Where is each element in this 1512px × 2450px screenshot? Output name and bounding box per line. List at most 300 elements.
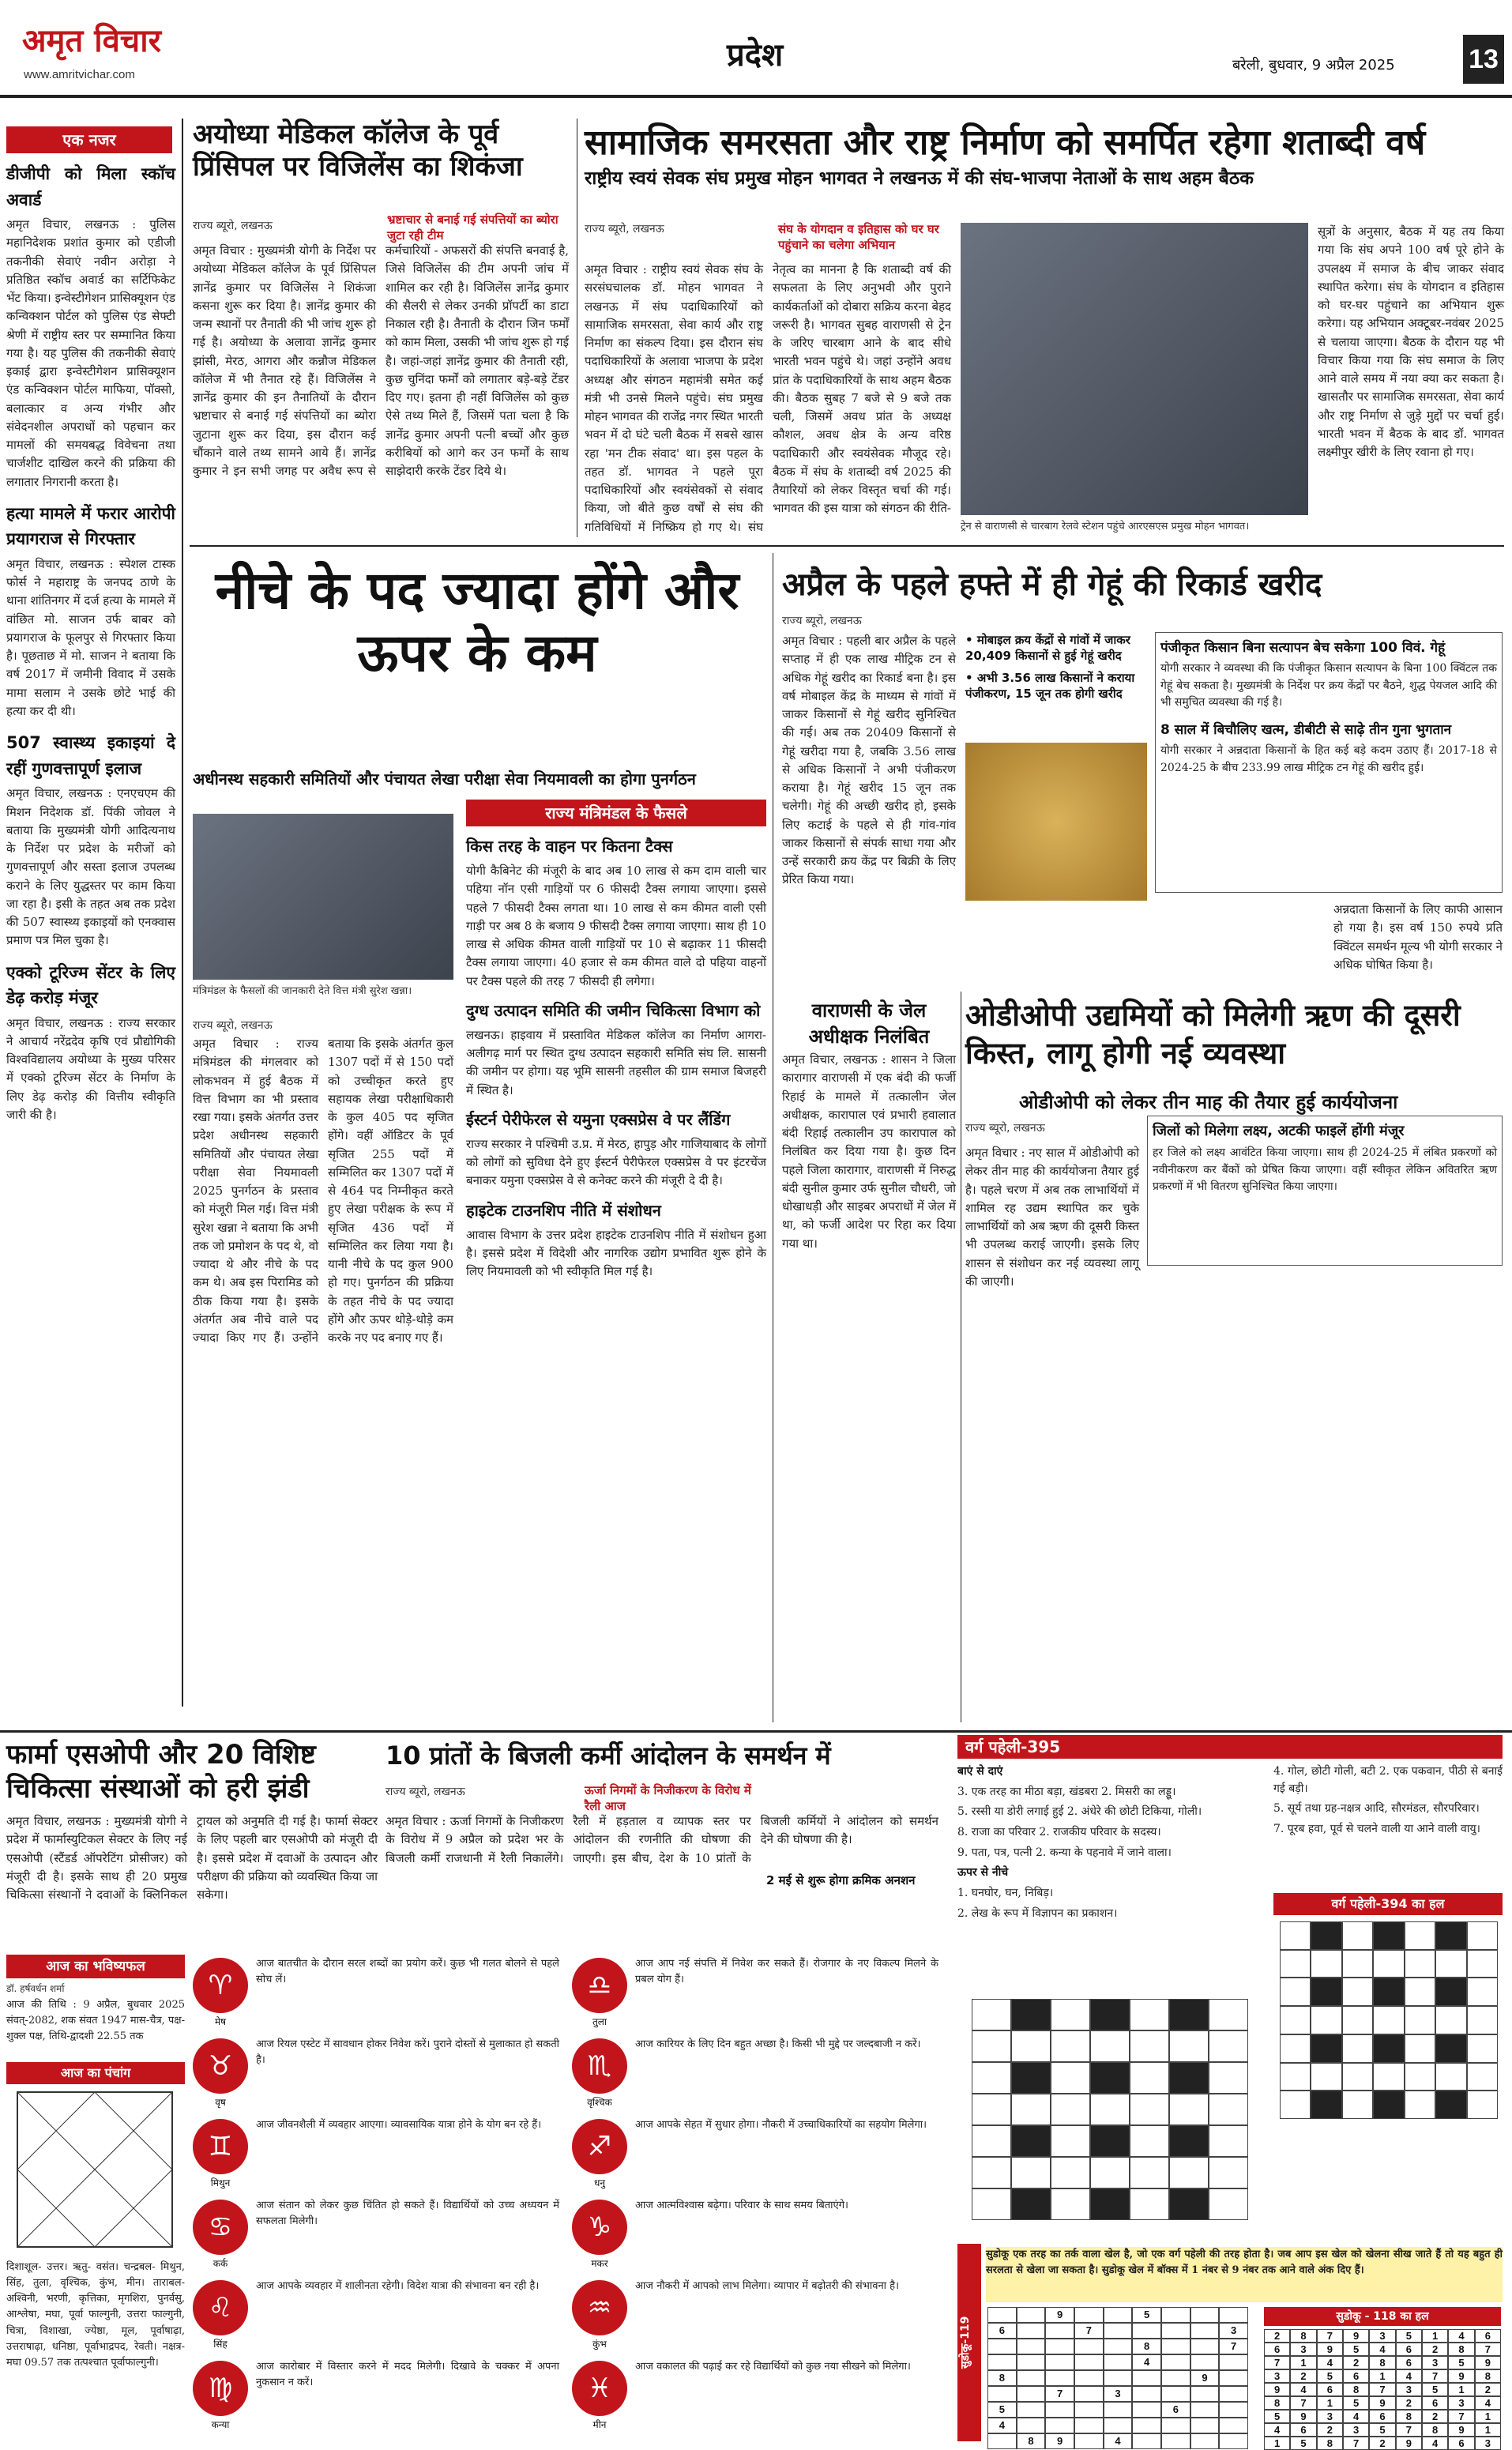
sudoku-cell[interactable]: 3: [1104, 2386, 1133, 2402]
sudoku-cell[interactable]: [987, 2307, 1017, 2323]
sudoku-cell[interactable]: [1074, 2370, 1104, 2386]
rashi-item: [193, 1955, 564, 2032]
crossword-answer-cell: [1280, 2063, 1311, 2091]
story-subheadline: राष्ट्रीय स्वयं सेवक संघ प्रमुख मोहन भागवत ने लखनऊ में की संघ-भाजपा नेताओं के साथ अहम बैठक: [585, 168, 1254, 189]
crossword-cell[interactable]: [1130, 2125, 1169, 2157]
brief-text: अमृत विचार, लखनऊ : एनएचएम की मिशन निदेशक डॉ. पिंकी जोवल ने बताया कि मुख्यमंत्री योगी आदित्यनाथ के निर्देश पर प्रदेश के मरीजों को गुणवत्तापूर्ण और सस्ता इलाज उपलब्ध कराने के लिए युद्धस्तर पर काम किया जा रहा है। इसी के तहत अब तक प्रदेश की 507 स्वास्थ्य इकाइयों को एनक्वास प्रमाण पत्र मिल चुका है।: [6, 786, 175, 948]
crossword-cell[interactable]: [972, 2062, 1011, 2094]
crossword-answer-cell: [1311, 2063, 1341, 2091]
sudoku-cell[interactable]: [1190, 2307, 1220, 2323]
sudoku-answer-cell: 5: [1396, 2329, 1422, 2343]
crossword-cell: [1090, 2062, 1130, 2094]
crossword-answer-cell: [1467, 2006, 1498, 2034]
sudoku-answer-cell: 7: [1290, 2396, 1316, 2410]
sudoku-cell[interactable]: [1104, 2354, 1133, 2370]
sudoku-answer-cell: 7: [1396, 2423, 1422, 2437]
rashi-symbol-icon: ♌: [193, 2280, 248, 2335]
rashi-text: आज जीवनशैली में व्यवहार आएगा। व्यावसायिक यात्रा होने के योग बन रहे हैं।: [256, 2119, 542, 2131]
sudoku-answer-cell: 1: [1422, 2329, 1448, 2343]
sudoku-answer-cell: 7: [1369, 2383, 1395, 2396]
crossword-title: वर्ग पहेली-395: [957, 1735, 1503, 1759]
crossword-answer-cell: [1435, 1978, 1466, 2006]
rashi-text: आज आप नई संपत्ति में निवेश कर सकते हैं। रोजगार के नए विकल्प मिलने के प्रबल योग हैं।: [635, 1958, 938, 1986]
sudoku-answer-title: सुडोकू - 118 का हल: [1264, 2307, 1501, 2326]
sudoku-cell[interactable]: [1161, 2386, 1190, 2402]
sudoku-answer-cell: 2: [1475, 2383, 1501, 2396]
sudoku-cell[interactable]: [1132, 2433, 1161, 2449]
clue-heading: बाएं से दाएं: [957, 1765, 1003, 1778]
sudoku-answer-cell: 3: [1343, 2423, 1369, 2437]
crossword-cell[interactable]: [972, 2030, 1011, 2062]
crossword-answer-cell: [1342, 1950, 1373, 1978]
sudoku-cell[interactable]: [1104, 2339, 1133, 2354]
sudoku-cell[interactable]: [1190, 2386, 1220, 2402]
rashi-item: [572, 2116, 943, 2193]
sudoku-answer-cell: 7: [1448, 2410, 1474, 2423]
sudoku-answer-cell: 3: [1290, 2343, 1316, 2356]
rashi-name: कर्क: [213, 2258, 228, 2269]
sudoku-cell[interactable]: [1074, 2433, 1104, 2449]
rashi-item: [193, 2116, 564, 2193]
clue: 8. राजा का परिवार 2. राजकीय परिवार के सदस्य।: [957, 1826, 1161, 1839]
sudoku-cell[interactable]: [1104, 2402, 1133, 2418]
sudoku-cell[interactable]: [1104, 2418, 1133, 2433]
sudoku-cell[interactable]: 4: [1132, 2354, 1161, 2370]
crossword-answer-cell: [1405, 1950, 1435, 1978]
crossword-cell[interactable]: [1130, 2094, 1169, 2125]
crossword-cell: [1169, 2062, 1209, 2094]
sudoku-answer-cell: 9: [1475, 2356, 1501, 2369]
rashi-symbol-icon: ♒: [572, 2280, 627, 2335]
sudoku-cell[interactable]: 5: [1132, 2307, 1161, 2323]
crossword-cell: [1090, 1999, 1130, 2030]
sudoku-answer-cell: 2: [1422, 2343, 1448, 2356]
rashi-symbol-icon: ♓: [572, 2361, 627, 2416]
sudoku-cell[interactable]: [1074, 2418, 1104, 2433]
sudoku-cell[interactable]: [1104, 2323, 1133, 2339]
crossword-clues: [1273, 1763, 1503, 1874]
sudoku-cell[interactable]: [1190, 2323, 1220, 2339]
rashi-text: आज रियल एस्टेट में सावधान होकर निवेश करें। पुराने दोस्तों से मुलाकात हो सकती है।: [256, 2038, 559, 2067]
crossword-answer-cell: [1373, 2034, 1404, 2063]
sudoku-answer-cell: 6: [1317, 2383, 1343, 2396]
sudoku-answer-cell: 4: [1475, 2396, 1501, 2410]
section-divider: [0, 1730, 1512, 1733]
sudoku-answer-cell: 9: [1290, 2410, 1316, 2423]
crossword-cell[interactable]: [972, 2094, 1011, 2125]
crossword-cell[interactable]: [1011, 2157, 1051, 2188]
sudoku-cell[interactable]: 9: [1190, 2370, 1220, 2386]
crossword-cell: [1011, 1999, 1051, 2030]
crossword-cell[interactable]: [1209, 2062, 1248, 2094]
sudoku-cell[interactable]: [1104, 2370, 1133, 2386]
sudoku-answer-grid: [1264, 2329, 1501, 2449]
bullet-item: • अभी 3.56 लाख किसानों ने कराया पंजीकरण, 15 जून तक होगी खरीद: [965, 670, 1147, 702]
sudoku-cell[interactable]: [1190, 2354, 1220, 2370]
rashi-name: कन्या: [211, 2419, 230, 2430]
crossword-cell[interactable]: [1130, 1999, 1169, 2030]
crossword-answer-cell: [1342, 1921, 1373, 1950]
horoscope-title: आज का भविष्यफल: [6, 1955, 185, 1978]
crossword-cell[interactable]: [1090, 2157, 1130, 2188]
sudoku-cell[interactable]: 7: [1045, 2386, 1074, 2402]
sudoku-cell[interactable]: [987, 2386, 1017, 2402]
sudoku-answer-cell: 4: [1317, 2356, 1343, 2369]
sudoku-cell[interactable]: 3: [1219, 2323, 1248, 2339]
sudoku-cell[interactable]: [1017, 2307, 1046, 2323]
crossword-answer-cell: [1342, 1978, 1373, 2006]
crossword-cell[interactable]: [972, 2125, 1011, 2157]
sudoku-answer-cell: 3: [1475, 2437, 1501, 2450]
sudoku-cell[interactable]: [1190, 2433, 1220, 2449]
clue: 5. रस्सी या डोरी लगाई हुई 2. अंधेरे की छोटी टिकिया, गोली।: [957, 1805, 1202, 1819]
crossword-answer-cell: [1373, 2063, 1404, 2091]
sudoku-answer-cell: 8: [1475, 2369, 1501, 2383]
sudoku-cell[interactable]: [1045, 2418, 1074, 2433]
crossword-answer-title: वर्ग पहेली-394 का हल: [1273, 1893, 1503, 1915]
crossword-answer-cell: [1280, 1921, 1311, 1950]
sudoku-answer-cell: 9: [1396, 2437, 1422, 2450]
sudoku-cell[interactable]: [1045, 2339, 1074, 2354]
sudoku-side-label: सुडोकू-119: [957, 2244, 981, 2441]
sudoku-cell[interactable]: [1017, 2323, 1046, 2339]
sudoku-answer-cell: 2: [1290, 2369, 1316, 2383]
sudoku-answer-cell: 3: [1422, 2356, 1448, 2369]
crossword-answer-cell: [1435, 2091, 1466, 2119]
crossword-cell[interactable]: [1209, 2188, 1248, 2220]
crossword-cell[interactable]: [1209, 2157, 1248, 2188]
sudoku-answer-cell: 7: [1317, 2329, 1343, 2343]
box-title: जिलों को मिलेगा लक्ष्य, अटकी फाइलें होंगी मंजूर: [1153, 1123, 1405, 1139]
wheat-info-box: [1155, 632, 1503, 893]
sudoku-answer-cell: 8: [1317, 2437, 1343, 2450]
rashi-symbol-icon: ♍: [193, 2361, 248, 2416]
bullet-item: • मोबाइल क्रय केंद्रों से गांवों में जाकर 20,409 किसानों से हुई गेहूं खरीद: [965, 632, 1147, 664]
sudoku-answer-cell: 6: [1369, 2410, 1395, 2423]
crossword-cell[interactable]: [972, 1999, 1011, 2030]
sudoku-cell[interactable]: [1132, 2370, 1161, 2386]
crossword-answer-cell: [1467, 2091, 1498, 2119]
box-text: हर जिले को लक्ष्य आवंटित किया जाएगा। साथ ही 2024-25 में लंबित प्रकरणों को नवीनीकरण कर बैंकों को प्रेषित किया जाएगा। वहीं स्वीकृत लेकिन अवितरित ऋण प्रकरणों में भी वितरण सुनिश्चित किया जाएगा।: [1153, 1146, 1497, 1194]
crossword-cell[interactable]: [1051, 2188, 1090, 2220]
crossword-cell[interactable]: [1209, 1999, 1248, 2030]
sudoku-cell[interactable]: [1017, 2418, 1046, 2433]
crossword-grid[interactable]: [972, 1999, 1248, 2220]
rashi-text: आज कारियर के लिए दिन बहुत अच्छा है। किसी भी मुद्दे पर जल्दबाजी न करें।: [635, 2038, 921, 2050]
sudoku-cell[interactable]: [1045, 2323, 1074, 2339]
panchang-details: दिशाशूल- उत्तर। ऋतु- वसंत। चन्द्रबल- मिथुन, सिंह, तुला, वृश्चिक, कुंभ, मीन। ताराबल- अश्विनी, भरणी, कृत्तिका, मृगशिरा, पुनर्वसु, आश्लेषा, मघा, पूर्वा फाल्गुनी, उत्तरा फाल्गुनी, चित्रा, विशाखा, ज्येष्ठा, मूल, पूर्वाषाढ़ा, उत्तराषाढ़ा, धनिष्ठा, पूर्वाभाद्रपद, रेवती। नक्षत्र-मघा 09.57 तक तत्पश्चात पूर्वाफाल्गुनी।: [6, 2261, 185, 2369]
sudoku-cell[interactable]: [1045, 2370, 1074, 2386]
sudoku-cell[interactable]: [1219, 2433, 1248, 2449]
crossword-answer-cell: [1280, 2091, 1311, 2119]
sudoku-answer-cell: 3: [1448, 2396, 1474, 2410]
clue: 3. एक तरह का मीठा बड़ा, खंडबरा 2. मिसरी का लड्डू।: [957, 1785, 1176, 1798]
brief-text: अमृत विचार, लखनऊ : स्पेशल टास्क फोर्स ने महाराष्ट्र के जनपद ठाणे के थाना शांतिनगर में दर्ज हत्या के मामले में वांछित मो. साजन उर्फ बाबर को प्रयागराज के फूलपुर से गिरफ्तार किया है। पूछताछ में मो. साजन ने बताया कि वर्ष 2017 में जमीनी विवाद में उसके मामा सलाम ने उसके छोटे भाई की हत्या कर दी थी।: [6, 556, 175, 718]
website-url[interactable]: www.amritvichar.com: [24, 68, 135, 81]
lead-subheadline: अधीनस्थ सहकारी समितियों और पंचायत लेखा परीक्षा सेवा नियमावली का होगा पुनर्गठन: [193, 770, 696, 788]
crossword-cell[interactable]: [1051, 2030, 1090, 2062]
sudoku-answer-cell: 2: [1369, 2437, 1395, 2450]
photo-caption: ट्रेन से वाराणसी से चारबाग रेलवे स्टेशन पहुंचे आरएसएस प्रमुख मोहन भागवत।: [961, 521, 1250, 533]
sudoku-cell[interactable]: [1190, 2418, 1220, 2433]
photo-caption: मंत्रिमंडल के फैसलों की जानकारी देते वित्त मंत्री सुरेश खन्ना।: [193, 985, 412, 997]
rashi-symbol-icon: ♑: [572, 2200, 627, 2255]
sudoku-cell[interactable]: 8: [1017, 2433, 1046, 2449]
crossword-answer-cell: [1467, 2034, 1498, 2063]
sudoku-cell[interactable]: [1017, 2402, 1046, 2418]
crossword-cell[interactable]: [1051, 2157, 1090, 2188]
sudoku-cell[interactable]: 6: [1161, 2402, 1190, 2418]
sudoku-answer-cell: 6: [1422, 2396, 1448, 2410]
section-title: प्रदेश: [727, 37, 784, 73]
crossword-cell[interactable]: [1169, 2094, 1209, 2125]
crossword-answer-cell: [1373, 2091, 1404, 2119]
crossword-cell: [1169, 2188, 1209, 2220]
brief-text: अमृत विचार, लखनऊ : पुलिस महानिदेशक प्रशांत कुमार को एडीजी तकनीकी सेवाएं नवीन अरोड़ा ने प्रतिष्ठित स्कॉच अवार्ड का सर्टिफिकेट भेंट किया। इन्वेस्टीगेशन प्रासिक्यूशन एंड कन्विक्शन पोर्टल को पुलिस एंड सेफ्टी श्रेणी में राष्ट्रीय स्तर पर सम्मानित किया गया है। यह पुलिस की तकनीकी सेवाएं इकाई द्वारा इन्वेस्टीगेशन प्रासिक्यूशन एंड कन्विक्शन पोर्टल माफिया, पॉक्सो, बलात्कार व अन्य गंभीर और संवेदनशील अपराधों को पहचान कर मामलों की समयबद्ध विवेचना तथा चार्जशीट दाखिल करने की प्रक्रिया की लगातार निगरानी करता है।: [6, 217, 175, 489]
sudoku-cell[interactable]: [1074, 2307, 1104, 2323]
sudoku-cell[interactable]: [1132, 2418, 1161, 2433]
box-title: पंजीकृत किसान बिना सत्यापन बेच सकेगा 100 विवं. गेहूं: [1160, 640, 1446, 656]
sudoku-cell[interactable]: [1132, 2323, 1161, 2339]
cabinet-decisions: [466, 834, 766, 1722]
crossword-answer-cell: [1342, 2091, 1373, 2119]
sudoku-cell[interactable]: [1074, 2386, 1104, 2402]
sudoku-answer-cell: 9: [1343, 2329, 1369, 2343]
sudoku-cell[interactable]: 4: [1104, 2433, 1133, 2449]
rashi-name: सिंह: [213, 2339, 228, 2350]
sudoku-answer-cell: 8: [1369, 2356, 1395, 2369]
sudoku-cell[interactable]: [1161, 2307, 1190, 2323]
crossword-answer-cell: [1311, 1950, 1341, 1978]
box-text: योगी सरकार ने अन्नदाता किसानों के हित कई बड़े कदम उठाए हैं। 2017-18 से 2024-25 के बीच 233.99 लाख मीट्रिक टन गेहूं की खरीद हुई।: [1160, 744, 1497, 774]
sudoku-cell[interactable]: [1219, 2370, 1248, 2386]
crossword-answer-cell: [1467, 2063, 1498, 2091]
sudoku-cell[interactable]: 8: [1132, 2339, 1161, 2354]
sudoku-cell[interactable]: [1219, 2418, 1248, 2433]
sudoku-cell[interactable]: [1161, 2370, 1190, 2386]
sudoku-cell[interactable]: 7: [1219, 2339, 1248, 2354]
sudoku-cell[interactable]: [1074, 2354, 1104, 2370]
byline: राज्य ब्यूरो, लखनऊ: [193, 220, 273, 232]
sudoku-answer-cell: 7: [1264, 2356, 1290, 2369]
crossword-cell[interactable]: [1169, 2030, 1209, 2062]
sudoku-answer-cell: 6: [1264, 2343, 1290, 2356]
sudoku-cell[interactable]: [1219, 2386, 1248, 2402]
story-body: अमृत विचार, लखनऊ : शासन ने जिला कारागार वाराणसी में एक बंदी की फर्जी रिहाई के मामले में तत्कालीन जेल अधीक्षक, कारापाल एवं प्रभारी हवालात बंदी रिहाई तत्कालीन उप कारापाल को निलंबित कर दिया गया है। कुछ दिन पहले जिला कारागार, वाराणसी में निरुद्ध बंदी सुनील कुमार उर्फ सुनील चौधरी, जो धोखाधड़ी और साइबर अपराधों में जेल में था, को फर्जी आदेश पर रिहा कर दिया गया था।: [782, 1052, 956, 1251]
minister-photo: [193, 814, 453, 980]
story-headline: अयोध्या मेडिकल कॉलेज के पूर्व प्रिंसिपल पर विजिलेंस का शिकंजा: [193, 119, 523, 183]
sudoku-answer-cell: 1: [1317, 2396, 1343, 2410]
sudoku-answer-cell: 6: [1343, 2369, 1369, 2383]
story-body: अमृत विचार : पहली बार अप्रैल के पहले सप्ताह में ही एक लाख मीट्रिक टन से अधिक गेहूं खरीद का रिकार्ड बना है। इस वर्ष मोबाइल केंद्र के माध्यम से गांवों में जाकर किसानों से गेहूं खरीद सुनिश्चित की गई। अब तक 20409 किसानों से गेहूं खरीदा गया है, जबकि 3.56 लाख से अधिक किसानों ने अभी पंजीकरण कराया है। गेहूं खरीद 15 जून तक चलेगी। गेहूं की अच्छी खरीद हो, इसके लिए कटाई के पहले से ही गांव-गांव जाकर किसानों से संपर्क साधा गया और उन्हें सरकारी क्रय केंद्र पर बिक्री के लिए प्रेरित किया गया।: [782, 634, 956, 887]
sudoku-puzzle-grid[interactable]: [987, 2307, 1248, 2447]
sudoku-cell[interactable]: [1074, 2402, 1104, 2418]
crossword-cell: [1169, 1999, 1209, 2030]
crossword-cell[interactable]: [1209, 2125, 1248, 2157]
sudoku-answer-cell: 6: [1290, 2423, 1316, 2437]
sudoku-cell[interactable]: [1017, 2339, 1046, 2354]
crossword-cell[interactable]: [972, 2188, 1011, 2220]
sudoku-answer-cell: 4: [1343, 2410, 1369, 2423]
crossword-cell: [1011, 2125, 1051, 2157]
sudoku-cell[interactable]: [1132, 2402, 1161, 2418]
sudoku-cell[interactable]: 9: [1045, 2307, 1074, 2323]
sudoku-answer-cell: 9: [1369, 2396, 1395, 2410]
sudoku-cell[interactable]: [987, 2339, 1017, 2354]
sudoku-answer-cell: 1: [1290, 2356, 1316, 2369]
crossword-cell: [1011, 2188, 1051, 2220]
sudoku-cell[interactable]: 8: [987, 2370, 1017, 2386]
sudoku-cell[interactable]: [1190, 2339, 1220, 2354]
crossword-cell[interactable]: [1090, 2094, 1130, 2125]
sudoku-answer-cell: 1: [1475, 2410, 1501, 2423]
crossword-cell[interactable]: [972, 2157, 1011, 2188]
page-number: 13: [1463, 35, 1504, 84]
decision-title: दुग्ध उत्पादन समिति की जमीन चिकित्सा विभाग को: [466, 1000, 761, 1020]
story-headline: अप्रैल के पहले हफ्ते में ही गेहूं की रिकार्ड खरीद: [782, 566, 1322, 603]
rashi-text: आज संतान को लेकर कुछ चिंतित हो सकते हैं। विद्यार्थियों को उच्च अध्ययन में सफलता मिलेगी।: [256, 2200, 559, 2228]
sudoku-answer-cell: 3: [1369, 2329, 1395, 2343]
sudoku-cell[interactable]: [1161, 2418, 1190, 2433]
sudoku-cell[interactable]: [1074, 2339, 1104, 2354]
rashi-item: [193, 2196, 564, 2274]
crossword-cell[interactable]: [1051, 2094, 1090, 2125]
rashi-text: आज आपके सेहत में सुधार होगा। नौकरी में उच्चाधिकारियों का सहयोग मिलेगा।: [635, 2119, 927, 2131]
crossword-cell[interactable]: [1051, 2125, 1090, 2157]
horoscope-author: डॉ. हर्षवर्धन शर्मा: [6, 1983, 65, 1994]
sudoku-answer-cell: 5: [1343, 2396, 1369, 2410]
story-body: अमृत विचार : मुख्यमंत्री योगी के निर्देश पर अयोध्या मेडिकल कॉलेज के पूर्व प्रिंसिपल ज्ञानेंद्र कुमार पर विजिलेंस ने शिकंजा कसना शुरू कर दिया है। ज्ञानेंद्र कुमार की जन्म स्थानों पर तैनाती की भी जांच शुरू हो गई है। अयोध्या के अलावा ज्ञानेंद्र कुमार झांसी, मेरठ, आगरा और कन्नौज मेडिकल कॉलेज में भी तैनात रहे हैं। विजिलेंस ने ज्ञानेंद्र कुमार की इन तैनातियों के दौरान भ्रष्टाचार से बनाई गई संपत्तियों का ब्योरा जुटाना शुरू कर दिया, इस दौरान कई चौंकाने वाले तथ्य सामने आये हैं। ज्ञानेंद्र कुमार ने इन सभी जगह पर अवैध रूप से कर्मचारियों - अफसरों की संपत्ति बनवाई है, जिसे विजिलेंस की टीम अपनी जांच में शामिल कर रही है। विजिलेंस ज्ञानेंद्र कुमार की सैलरी से लेकर उनकी प्रॉपर्टी का डाटा निकाल रही है। तैनाती के दौरान जिन फर्मों को काम मिला, उसकी भी जांच शुरू हो गई है। जहां-जहां ज्ञानेंद्र कुमार की तैनाती रही, कुछ चुनिंदा फर्मों को लगातार बड़े-बड़े टेंडर दिए गए। इतना ही नहीं विजिलेंस को कुछ ऐसे तथ्य मिले हैं, जिसमें पता चला है कि ज्ञानेंद्र कुमार अपनी पत्नी बच्चों और कुछ करीबियों को आगे कर उन फर्मों के साथ साझेदारी करके टेंडर दिये थे।: [193, 243, 569, 478]
sudoku-cell[interactable]: [1161, 2339, 1190, 2354]
sudoku-answer-cell: 6: [1396, 2356, 1422, 2369]
sudoku-answer-cell: 9: [1448, 2423, 1474, 2437]
sudoku-answer-cell: 8: [1448, 2343, 1474, 2356]
sudoku-cell[interactable]: 9: [1045, 2433, 1074, 2449]
decision-text: योगी कैबिनेट की मंजूरी के बाद अब 10 लाख से कम दाम वाली चार पहिया नॉन एसी गाड़ियों पर 6 फीसदी टैक्स लगाया जाएगा। इससे पहले 7 फीसदी टैक्स लगता था। 10 लाख से कम कीमत वाली एसी गाड़ी पर अब 8 के बजाय 9 फीसदी टैक्स लगाया जाएगा। साथ ही 10 लाख से अधिक कीमत वाली गाड़ियों पर 10 से बढ़ाकर 11 फीसदी टैक्स लगाया जाएगा। 40 हजार से कम कीमत वाले दो पहिया वाहनों पर टैक्स पहले की तरह 7 फीसदी ही लगेगा।: [466, 864, 766, 988]
crossword-answer-cell: [1435, 1921, 1466, 1950]
sudoku-answer-cell: 6: [1448, 2437, 1474, 2450]
sudoku-answer-cell: 4: [1396, 2369, 1422, 2383]
rashi-name: मीन: [592, 2419, 607, 2430]
story-highlight: 2 मई से शुरू होगा क्रमिक अनशन: [766, 1873, 916, 1887]
clue: 5. सूर्य तथा ग्रह-नक्षत्र आदि, सौरमंडल, सौरपरिवार।: [1273, 1802, 1480, 1816]
crossword-cell[interactable]: [1130, 2188, 1169, 2220]
crossword-cell[interactable]: [1209, 2030, 1248, 2062]
sudoku-cell[interactable]: [1190, 2402, 1220, 2418]
rashi-item: [572, 2035, 943, 2113]
crossword-cell[interactable]: [1169, 2157, 1209, 2188]
sudoku-answer-cell: 1: [1448, 2383, 1474, 2396]
crossword-answer-cell: [1373, 2006, 1404, 2034]
rashi-name: वृश्चिक: [587, 2097, 612, 2108]
crossword-cell[interactable]: [1011, 2030, 1051, 2062]
sudoku-cell[interactable]: [987, 2433, 1017, 2449]
crossword-answer-cell: [1405, 2091, 1435, 2119]
crossword-answer-cell: [1373, 1978, 1404, 2006]
sudoku-answer-cell: 4: [1290, 2383, 1316, 2396]
story-headline: वाराणसी के जेल अधीक्षक निलंबित: [808, 999, 930, 1048]
sudoku-answer-cell: 6: [1396, 2343, 1422, 2356]
brief-title: एक्को टूरिज्म सेंटर के लिए डेढ़ करोड़ मंजूर: [6, 962, 175, 1008]
sudoku-answer-cell: 8: [1290, 2329, 1316, 2343]
sudoku-cell[interactable]: [1017, 2354, 1046, 2370]
sudoku-cell[interactable]: [1017, 2370, 1046, 2386]
sudoku-answer-cell: 5: [1290, 2437, 1316, 2450]
story-highlight: भ्रष्टाचार से बनाई गई संपत्तियों का ब्योरा जुटा रही टीम: [387, 213, 559, 243]
sudoku-answer-cell: 5: [1369, 2423, 1395, 2437]
crossword-cell[interactable]: [1130, 2157, 1169, 2188]
crossword-answer-cell: [1311, 2006, 1341, 2034]
ek-nazar-tag: एक नजर: [6, 126, 172, 153]
crossword-cell[interactable]: [1130, 2030, 1169, 2062]
dateline: बरेली, बुधवार, 9 अप्रैल 2025: [1232, 57, 1395, 73]
crossword-cell[interactable]: [1011, 2094, 1051, 2125]
sudoku-cell[interactable]: [1132, 2386, 1161, 2402]
sudoku-cell[interactable]: [987, 2354, 1017, 2370]
story-body-continued: सूत्रों के अनुसार, बैठक में यह तय किया गया कि संघ अपने 100 वर्ष पूरे होने के उपलक्ष्य में समाज के बीच जाकर संवाद स्थापित करेगा। संघ के योगदान व इतिहास को घर-घर पहुंचाने का अभियान शुरू करेगा। यह अभियान अक्टूबर-नवंबर 2025 से चलाया जाएगा। बैठक के दौरान यह भी विचार किया गया कि संघ समाज के लिए आने वाले समय में नया क्या कर सकता है। खासतौर पर सामाजिक समरसता, सेवा कार्य और राष्ट्र निर्माण से जुड़े मुद्दों पर चर्चा हुई। भारती भवन में बैठक के बाद डॉ. भागवत लक्ष्मीपुर खीरी के लिए रवाना हो गए।: [1318, 224, 1504, 459]
crossword-cell[interactable]: [1051, 2062, 1090, 2094]
story-body: अमृत विचार : राष्ट्रीय स्वयं सेवक संघ के सरसंघचालक डॉ. मोहन भागवत ने लखनऊ में संघ पदाधिकारियों को सामाजिक समरसता, सेवा कार्य और राष्ट्र निर्माण का संकल्प दिया। इस दौरान संघ पदाधिकारियों के अलावा भाजपा के प्रदेश अध्यक्ष और संगठन महामंत्री समेत कई मंत्री भी उनसे मिलने पहुंचे। संघ प्रमुख मोहन भागवत की राजेंद्र नगर स्थित भारती भवन में दो घंटे चली बैठक में सबसे खास रहा 'मन टीक संवाद' था। इस पहल के तहत डॉ. भागवत ने पहले पूरा पदाधिकारियों और स्वयंसेवकों से संवाद किया, जो बीते कुछ वर्षों से संघ की गतिविधियों में निष्क्रिय हो गए थे। संघ नेतृत्व का मानना है कि शताब्दी वर्ष की सफलता के लिए अनुभवी और पुराने कार्यकर्ताओं को दोबारा सक्रिय करना बेहद जरूरी है। भागवत सुबह वाराणसी से ट्रेन के जरिए चारबाग आने के बाद सीधे भारती भवन पहुंचे थे। जहां उन्होंने अवध प्रांत के पदाधिकारियों के साथ अहम बैठक की। बैठक सुबह 7 बजे से 9 बजे तक चली, जिसमें अवध प्रांत के अध्यक्ष कौशल, अवध क्षेत्र के अन्य वरिष्ठ पदाधिकारी और स्वयंसेवक मौजूद रहे। बैठक में संघ के शताब्दी वर्ष 2025 की तैयारियों को लेकर विस्तृत चर्चा की गई। भागवत की इस यात्रा को संगठन की रीति-: [585, 262, 951, 534]
sudoku-cell[interactable]: [1017, 2386, 1046, 2402]
sudoku-cell[interactable]: [1219, 2354, 1248, 2370]
sudoku-cell[interactable]: 5: [987, 2402, 1017, 2418]
crossword-answer-cell: [1467, 1921, 1498, 1950]
crossword-answer-cell: [1435, 2063, 1466, 2091]
sudoku-instructions: सुडोकू एक तरह का तर्क वाला खेल है, जो एक वर्ग पहेली की तरह होता है। जब आप इस खेल को खेलना सीख जाते हैं तो यह बहुत ही सरलता से खेला जा सकता है। सुडोकू खेल में बॉक्स में 1 नंबर से 9 नंबर तक आने वाले अंक दिए हैं।: [986, 2247, 1503, 2302]
crossword-cell[interactable]: [1051, 1999, 1090, 2030]
rashi-item: [572, 2196, 943, 2274]
sudoku-cell[interactable]: 7: [1074, 2323, 1104, 2339]
crossword-cell[interactable]: [1130, 2062, 1169, 2094]
crossword-answer-cell: [1467, 1978, 1498, 2006]
sudoku-answer-cell: 2: [1343, 2356, 1369, 2369]
clue: 4. गोल, छोटी गोली, बटी 2. एक पकवान, पीठी से बनाई गई बड़ी।: [1273, 1765, 1503, 1795]
crossword-answer-cell: [1342, 2034, 1373, 2063]
byline: राज्य ब्यूरो, लखनऊ: [386, 1786, 465, 1798]
crossword-answer-cell: [1373, 1950, 1404, 1978]
brief-title: डीजीपी को मिला स्कॉच अवार्ड: [6, 164, 175, 209]
brief-title: हत्या मामले में फरार आरोपी प्रयागराज से गिरफ्तार: [6, 503, 175, 549]
sudoku-cell[interactable]: 4: [987, 2418, 1017, 2433]
rashi-name: धनु: [593, 2177, 606, 2188]
column-divider: [182, 119, 183, 1707]
sudoku-cell[interactable]: [1161, 2354, 1190, 2370]
sudoku-cell[interactable]: [1104, 2307, 1133, 2323]
rashi-name: तुला: [592, 2016, 607, 2027]
sudoku-cell[interactable]: [1161, 2433, 1190, 2449]
rashi-grid: [193, 1955, 951, 2444]
sudoku-answer-cell: 9: [1317, 2343, 1343, 2356]
sudoku-cell[interactable]: [1045, 2402, 1074, 2418]
sudoku-answer-cell: 7: [1343, 2437, 1369, 2450]
crossword-answer-cell: [1280, 2006, 1311, 2034]
sudoku-cell[interactable]: [1219, 2307, 1248, 2323]
sudoku-cell[interactable]: [1161, 2323, 1190, 2339]
sudoku-answer-cell: 2: [1396, 2396, 1422, 2410]
odop-info-box: [1147, 1116, 1503, 1266]
sudoku-answer-cell: 6: [1475, 2329, 1501, 2343]
sudoku-cell[interactable]: 6: [987, 2323, 1017, 2339]
horoscope-date: आज की तिथि : 9 अप्रैल, बुधवार 2025 संवत्-2082, शक संवत 1947 मास-चैत्र, पक्ष-शुक्ल पक्ष, तिथि-द्वादशी 22.55 तक: [6, 1999, 186, 2043]
sudoku-cell[interactable]: [1045, 2354, 1074, 2370]
wheat-bullets: [965, 632, 1147, 702]
sudoku-cell[interactable]: [1219, 2402, 1248, 2418]
crossword-cell[interactable]: [1090, 2030, 1130, 2062]
rashi-symbol-icon: ♉: [193, 2038, 248, 2094]
crossword-cell[interactable]: [1209, 2094, 1248, 2125]
brief-text: अमृत विचार, लखनऊ : राज्य सरकार ने आचार्य नरेंद्रदेव कृषि एवं प्रौद्योगिकी विश्वविद्यालय अयोध्या के मुख्य परिसर में एक्को टूरिज्म सेंटर के निर्माण के लिए डेढ़ करोड़ की वित्तीय स्वीकृति जारी की है।: [6, 1015, 175, 1122]
story-headline: सामाजिक समरसता और राष्ट्र निर्माण को समर्पित रहेगा शताब्दी वर्ष: [585, 122, 1426, 163]
